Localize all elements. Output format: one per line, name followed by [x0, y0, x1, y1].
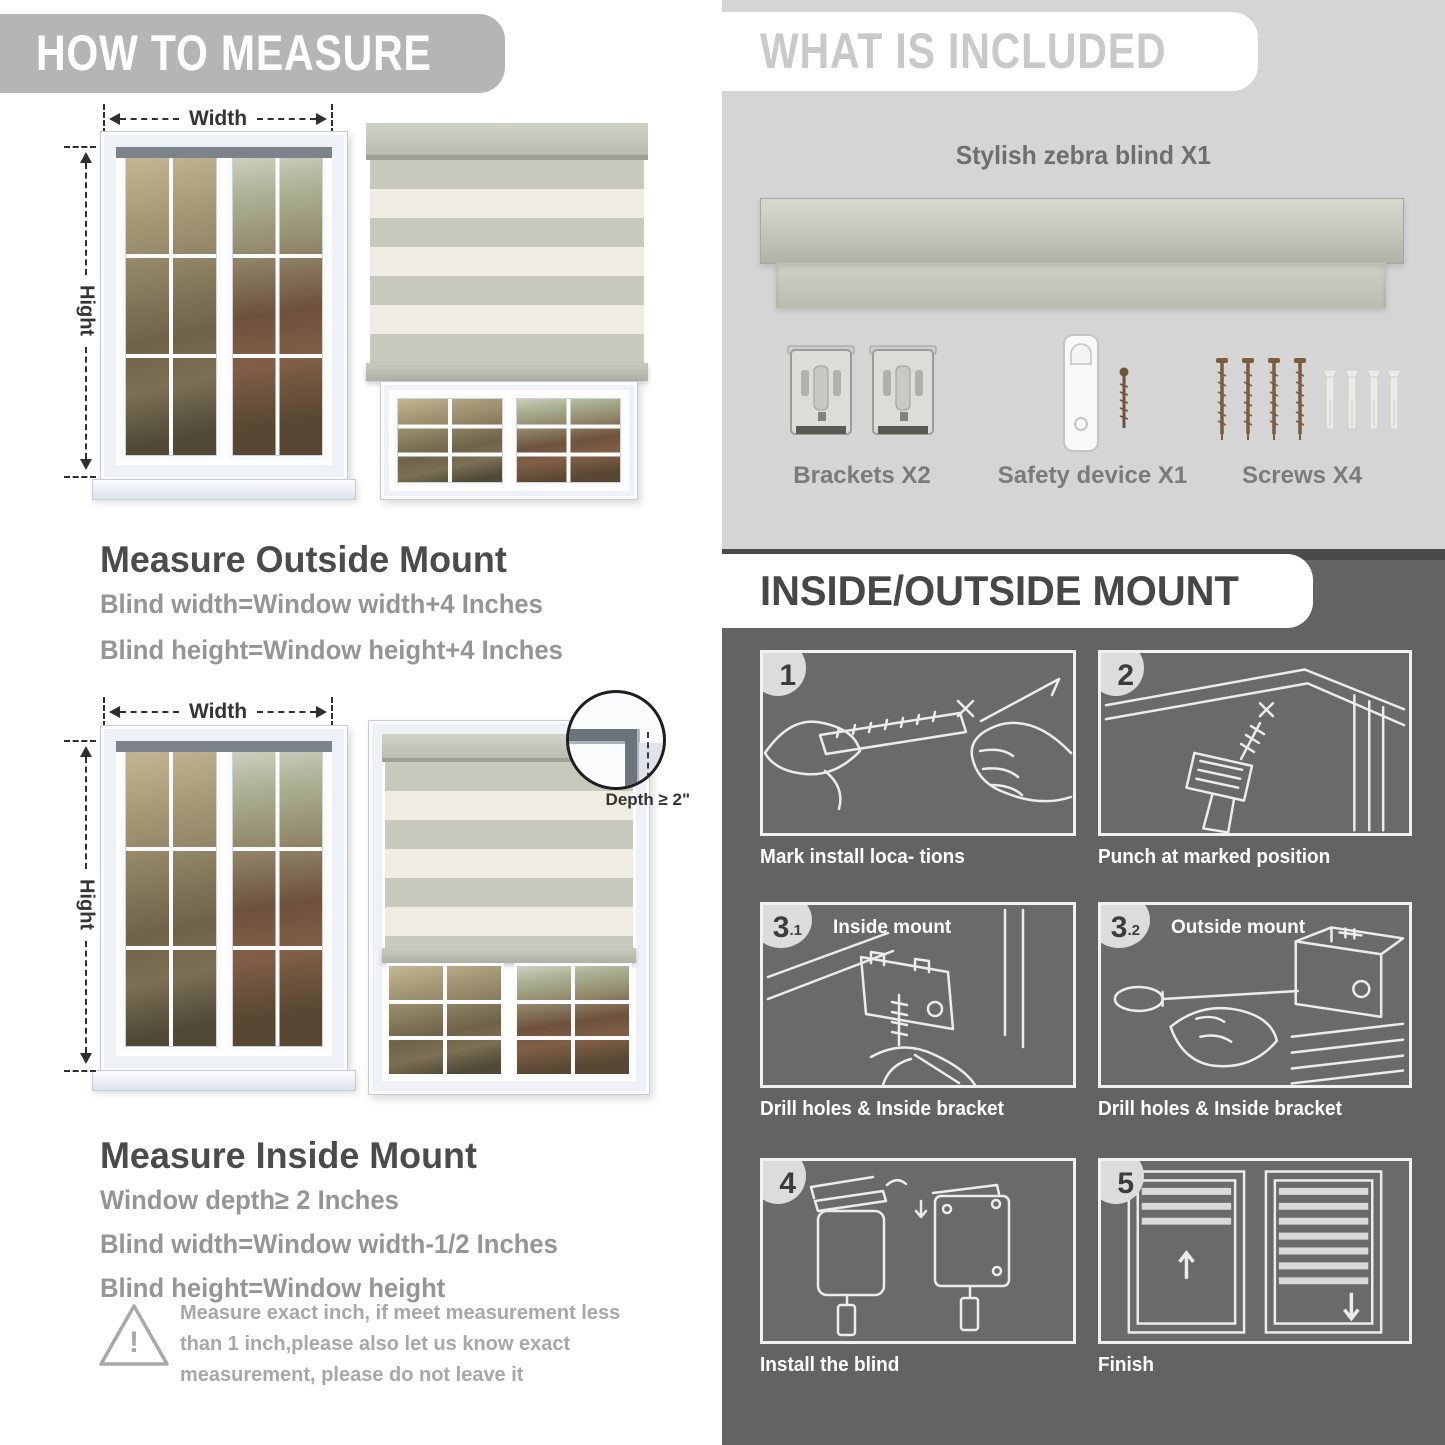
step-5-panel	[1098, 1158, 1412, 1344]
step-3-2-badge: 3 .2	[1098, 902, 1150, 948]
how-to-measure-title: HOW TO MEASURE	[36, 25, 432, 81]
width-label: Width	[179, 700, 257, 724]
brackets-label: Brackets X2	[793, 462, 931, 489]
depth-measure-line	[647, 732, 649, 788]
window-sash-right	[228, 746, 328, 1051]
step-3-1	[760, 902, 1076, 1121]
arrowhead-left-icon	[103, 706, 120, 718]
step-2-caption: Punch at marked position	[1098, 846, 1331, 868]
arrowhead-up-icon	[80, 146, 92, 163]
dash-line	[85, 757, 87, 869]
tick	[64, 740, 96, 742]
step-2-panel	[1098, 650, 1412, 836]
window-glass	[389, 390, 629, 491]
warning-triangle-icon	[95, 1300, 173, 1372]
how-to-measure-banner	[0, 14, 505, 93]
blind-bottomrail	[366, 363, 648, 381]
depth-magnifier	[566, 690, 666, 790]
tick	[64, 146, 96, 148]
blind-stripes	[370, 160, 644, 363]
inside-mount-line1: Window depth≥ 2 Inches	[100, 1185, 399, 1215]
outside-mount-heading: Measure Outside Mount	[100, 538, 507, 580]
step-4-panel	[760, 1158, 1076, 1344]
width-label: Width	[179, 107, 257, 131]
outside-mount-line2: Blind height=Window height+4 Inches	[100, 635, 563, 665]
outside-mount-line1: Blind width=Window width+4 Inches	[100, 589, 543, 619]
finish-illustration	[1101, 1161, 1409, 1341]
blind-headrail-product	[760, 198, 1404, 264]
step-3-1-title: Inside mount	[833, 917, 952, 938]
what-is-included-title: WHAT IS INCLUDED	[760, 23, 1167, 79]
screws-icon	[1212, 356, 1400, 448]
step-1-panel	[760, 650, 1076, 836]
what-is-included-banner	[722, 12, 1258, 91]
tick	[331, 104, 333, 134]
dash-line	[120, 711, 179, 713]
step-3-1-caption: Drill holes & Inside bracket	[760, 1098, 1004, 1120]
window-sill	[92, 1070, 356, 1091]
height-label: Hight	[75, 869, 98, 940]
safety-device-icon	[1040, 332, 1140, 454]
step-2	[1098, 650, 1412, 869]
step-3-1-panel	[760, 902, 1076, 1088]
frame-inner	[639, 743, 663, 787]
arrowhead-down-icon	[80, 1053, 92, 1070]
safety-device-label: Safety device X1	[997, 462, 1188, 489]
inside-mount-heading: Measure Inside Mount	[100, 1134, 477, 1176]
inside-mount-line2: Blind width=Window width-1/2 Inches	[100, 1229, 558, 1259]
step-3-2-panel	[1098, 902, 1412, 1088]
blind-bottomrail	[382, 948, 636, 963]
dash-line	[85, 163, 87, 275]
install-blind-illustration	[763, 1161, 1073, 1341]
step-3-1-badge: 3 .1	[760, 902, 812, 948]
dash-line	[120, 118, 179, 120]
step-5	[1098, 1158, 1412, 1377]
step-4	[760, 1158, 1076, 1377]
step-1-badge: 1	[760, 650, 806, 696]
warning-text: Measure exact inch, if meet measurement less than 1 inch,please also let us know exact measurement, please do not leave it	[180, 1302, 621, 1386]
window-glass	[116, 741, 332, 1056]
tick	[64, 476, 96, 478]
step-3-2-title: Outside mount	[1171, 917, 1306, 938]
height-arrow-outside	[75, 146, 98, 476]
inside-mount-line3: Blind height=Window height	[100, 1273, 446, 1303]
step-5-caption: Finish	[1098, 1354, 1154, 1376]
window-glass	[116, 147, 332, 465]
window-sash-right	[228, 152, 328, 460]
step-3-2-caption: Drill holes & Inside bracket	[1098, 1098, 1342, 1120]
frame-edge-vertical	[625, 729, 639, 790]
inside-outside-mount-title: INSIDE/OUTSIDE MOUNT	[760, 567, 1239, 614]
step-1-caption: Mark install loca- tions	[760, 846, 965, 868]
dash-line	[257, 118, 316, 120]
brackets-icon	[786, 338, 938, 448]
window-pane-right	[514, 963, 632, 1077]
arrowhead-left-icon	[103, 113, 120, 125]
window-track	[116, 741, 332, 752]
height-label: Hight	[75, 275, 98, 346]
width-arrow-outside	[103, 107, 333, 130]
dash-line	[85, 941, 87, 1053]
blind-underrail-product	[776, 262, 1386, 308]
blind-headrail	[366, 123, 648, 160]
height-arrow-inside	[75, 740, 98, 1070]
dash-line	[85, 347, 87, 459]
screws-label: Screws X4	[1241, 462, 1363, 489]
product-label: Stylish zebra blind X1	[955, 140, 1212, 170]
mark-location-illustration	[763, 653, 1073, 833]
window-sash-right	[513, 395, 625, 486]
arrowhead-down-icon	[80, 459, 92, 476]
window-pane-left	[386, 963, 504, 1077]
window-illustration-outside	[100, 131, 348, 481]
window-track	[116, 147, 332, 158]
window-illustration-inside	[100, 725, 348, 1072]
exclamation-glyph: !	[129, 1326, 139, 1359]
dash-line	[257, 711, 316, 713]
window-sash-left	[121, 152, 221, 460]
window-sash-left	[394, 395, 506, 486]
step-3-2	[1098, 902, 1412, 1121]
tick	[103, 104, 105, 134]
step-2-badge: 2	[1098, 650, 1144, 696]
window-under-blind	[380, 381, 638, 500]
step-1	[760, 650, 1076, 869]
step-4-caption: Install the blind	[760, 1354, 900, 1376]
tick	[103, 697, 105, 727]
step-5-badge: 5	[1098, 1158, 1144, 1204]
inside-outside-mount-banner	[722, 554, 1313, 628]
arrowhead-up-icon	[80, 740, 92, 757]
depth-callout-label: Depth ≥ 2"	[605, 790, 690, 809]
width-arrow-inside	[103, 700, 333, 723]
step-4-badge: 4	[760, 1158, 806, 1204]
tick	[331, 697, 333, 727]
window-sill	[92, 479, 356, 500]
drill-illustration	[1101, 653, 1409, 833]
window-sash-left	[121, 746, 221, 1051]
tick	[64, 1070, 96, 1072]
